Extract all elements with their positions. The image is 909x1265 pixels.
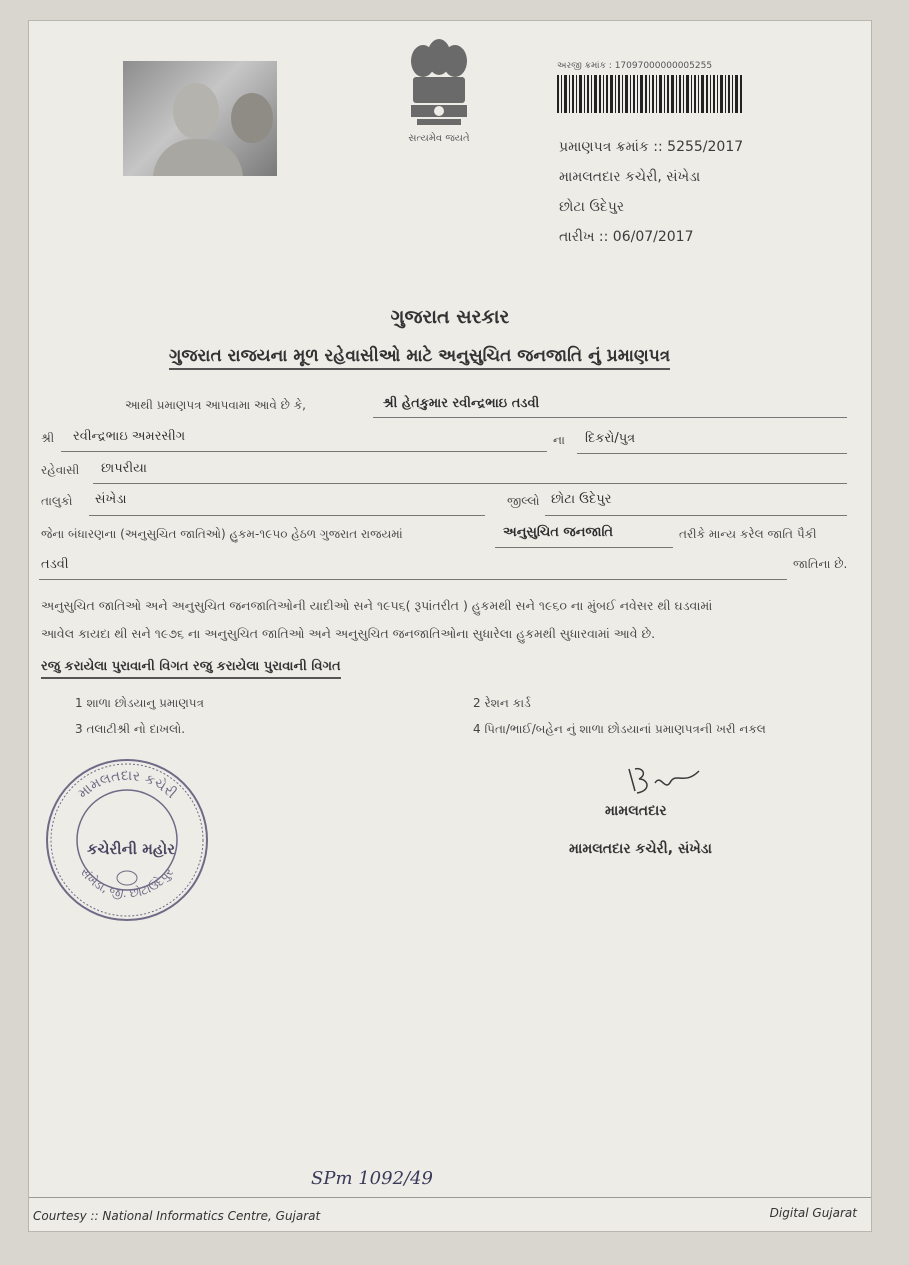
issuing-district: છોટા ઉદેપુર	[559, 199, 625, 215]
relation: દિકરો/પુત્ર	[585, 431, 636, 446]
document-item: 2 રેશન કાર્ડ	[473, 696, 531, 710]
district-label: જીલ્લો	[507, 494, 540, 508]
document-item: 1 શાળા છોડયાનુ પ્રમાણપત્ર	[75, 696, 204, 710]
resident-village: છાપરીયા	[101, 461, 147, 476]
documents-heading: રજુ કરાયેલા પુરાવાની વિગત રજુ કરાયેલા પુરાવાની વિગત	[41, 659, 341, 679]
issuing-office: મામલતદાર કચેરી, સંખેડા	[559, 169, 701, 185]
handwritten-note: SPm 1092/49	[311, 1168, 434, 1189]
relation-prefix: ના	[553, 433, 565, 447]
constitution-label: જેના બંધારણના (અનુસુચિત જાતિઓ) હુકમ-૧૯૫૦ હેઠળ ગુજરાત રાજયમાં	[41, 527, 403, 541]
svg-text:સંખેડા, જી. છોટાઉદેપુર	[78, 865, 177, 900]
certificate-number: પ્રમાણપત્ર ક્રમાંક :: 5255/2017	[559, 139, 744, 155]
district-value: છોટા ઉદેપુર	[551, 492, 612, 507]
signature-scribble-icon	[625, 763, 705, 797]
office-seal-stamp	[43, 756, 211, 924]
father-name: રવીન્દ્રભાઇ અમરસીગ	[73, 429, 186, 444]
national-emblem-icon	[403, 39, 475, 139]
barcode	[557, 75, 743, 113]
seal-bottom-text: સંખેડા, જી. છોટાઉદેપુર	[77, 865, 177, 901]
caste-value: તડવી	[41, 557, 69, 572]
applicant-name: શ્રી હેતકુમાર રવીન્દ્રભાઇ તડવી	[383, 396, 540, 411]
recognized-label: તરીકે માન્ય કરેલ જાતિ પૈકી	[679, 527, 817, 541]
caste-suffix: જાતિના છે.	[793, 557, 848, 571]
taluka-label: તાલુકો	[41, 494, 73, 508]
svg-text:મામલતદાર કચેરી	[75, 768, 179, 802]
certificate-sheet	[28, 20, 872, 1232]
legal-paragraph-line-1: અનુસુચિત જાતિઓ અને અનુસુચિત જનજાતિઓની યાદીઓ સને ૧૯૫૬( રૂપાંતરીત ) હુકમથી સને ૧૯૬૦ ના મુંબઈ નવેસર થી ઘડવામાં	[41, 598, 713, 613]
application-number: અરજી ક્રમાંક : 17097000000005255	[557, 61, 713, 71]
emblem-motto: સત્યમેવ જયતે	[408, 133, 470, 144]
seal-top-text: મામલતદાર કચેરી	[75, 767, 180, 802]
resident-label: રહેવાસી	[41, 463, 80, 477]
signatory-designation: મામલતદાર	[605, 803, 667, 819]
applicant-photo	[123, 61, 277, 176]
footer-courtesy: Courtesy :: National Informatics Centre, Gujarat	[33, 1209, 321, 1223]
page-title: ગુજરાત સરકાર	[390, 306, 510, 328]
document-item: 4 પિતા/ભાઈ/બહેન નું શાળા છોડયાનાં પ્રમાણપત્રની ખરી નકલ	[473, 722, 766, 736]
footer-brand: Digital Gujarat	[769, 1206, 857, 1220]
signatory-office: મામલતદાર કચેરી, સંખેડા	[569, 841, 712, 857]
certificate-title: ગુજરાત રાજયના મૂળ રહેવાસીઓ માટે અનુસુચિત જનજાતિ નું પ્રમાણપત્ર	[169, 346, 670, 370]
father-prefix: શ્રી	[41, 431, 55, 445]
legal-paragraph-line-2: આવેલ કાયદા થી સને ૧૯૭૬ ના અનુસુચિત જાતિઓ અને અનુસુચિત જનજાતિઓના સુધારેલા હુકમથી સુધારવામાં આવે છે.	[41, 626, 656, 641]
document-item: 3 તલાટીશ્રી નો દાખલો.	[75, 722, 186, 736]
issue-date: તારીખ :: 06/07/2017	[559, 229, 694, 245]
intro-label: આથી પ્રમાણપત્ર આપવામા આવે છે કે,	[125, 398, 306, 412]
category-value: અનુસુચિત જનજાતિ	[503, 525, 614, 540]
seal-center-text: કચેરીની મહોર	[86, 840, 176, 858]
taluka-value: સંખેડા	[95, 492, 127, 507]
